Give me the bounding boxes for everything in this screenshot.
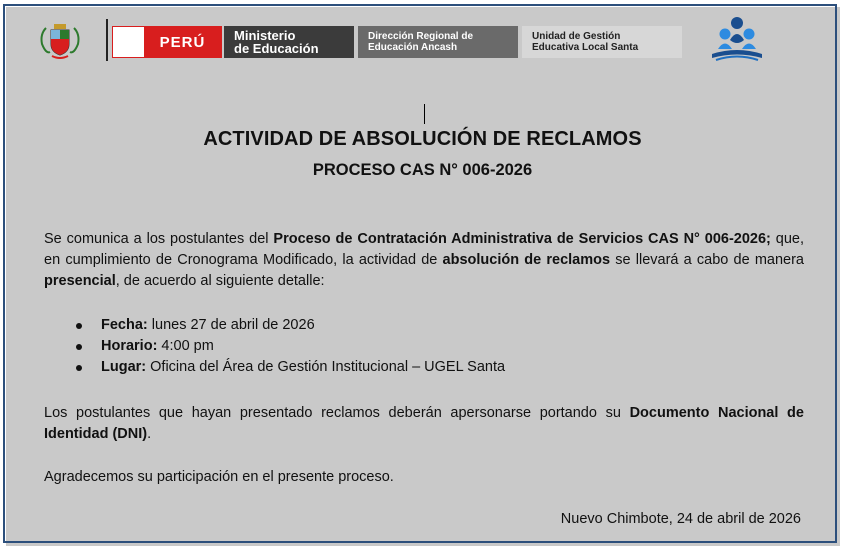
document-subtitle: PROCESO CAS N° 006-2026 <box>312 161 533 179</box>
dre-line1: Dirección Regional de <box>368 31 474 42</box>
peru-coat-of-arms-icon <box>38 22 82 60</box>
p2-text2: . <box>147 426 152 442</box>
details-list <box>74 315 505 378</box>
list-item <box>74 315 505 336</box>
dre-badge <box>358 26 518 58</box>
text-cursor <box>424 104 425 124</box>
document-title: ACTIVIDAD DE ABSOLUCIÓN DE RECLAMOS <box>203 128 642 150</box>
detail-value: lunes 27 de abril de 2026 <box>147 317 315 333</box>
detail-label: Lugar: <box>101 359 147 375</box>
dni-paragraph <box>44 403 804 445</box>
p1-text1: Se comunica a los postulantes del <box>44 231 274 247</box>
dre-line2: Educación Ancash <box>368 42 458 53</box>
detail-value: Oficina del Área de Gestión Institucional – UGEL Santa <box>146 359 506 375</box>
p1-text3: se llevará a cabo de manera <box>610 252 804 268</box>
place-date: Nuevo Chimbote, 24 de abril de 2026 <box>560 511 801 527</box>
peru-badge <box>112 26 222 58</box>
ugel-line2: Educativa Local Santa <box>532 42 639 53</box>
minedu-line1: Ministerio <box>234 28 296 43</box>
ugel-people-book-icon <box>706 16 768 66</box>
p1-bold3: presencial <box>44 273 116 289</box>
list-item <box>74 336 505 357</box>
p2-text1: Los postulantes que hayan presentado reclamos deberán apersonarse portando su <box>44 405 630 421</box>
detail-label: Horario: <box>101 338 158 354</box>
header-logos <box>24 16 814 61</box>
ugel-badge <box>522 26 682 58</box>
intro-paragraph <box>44 229 804 292</box>
ugel-line1: Unidad de Gestión <box>532 31 621 42</box>
detail-label: Fecha: <box>101 317 148 333</box>
thanks-paragraph: Agradecemos su participación en el presente proceso. <box>44 469 394 485</box>
p1-text4: , de acuerdo al siguiente detalle: <box>115 273 325 289</box>
minedu-line2: de Educación <box>234 41 319 56</box>
detail-value: 4:00 pm <box>157 338 214 354</box>
p1-bold1: Proceso de Contratación Administrativa de Servicios CAS N° 006-2026; <box>273 231 771 247</box>
p1-text2: que, en cumplimiento de Cronograma Modificado, la actividad de <box>44 231 805 268</box>
minedu-badge <box>224 26 354 58</box>
p2-bold1: Documento Nacional de Identidad (DNI) <box>44 405 804 442</box>
peru-badge-white <box>113 27 144 57</box>
list-item <box>74 357 505 378</box>
header-separator <box>106 19 108 61</box>
p1-bold2: absolución de reclamos <box>442 252 611 268</box>
peru-label: PERÚ <box>144 27 221 57</box>
